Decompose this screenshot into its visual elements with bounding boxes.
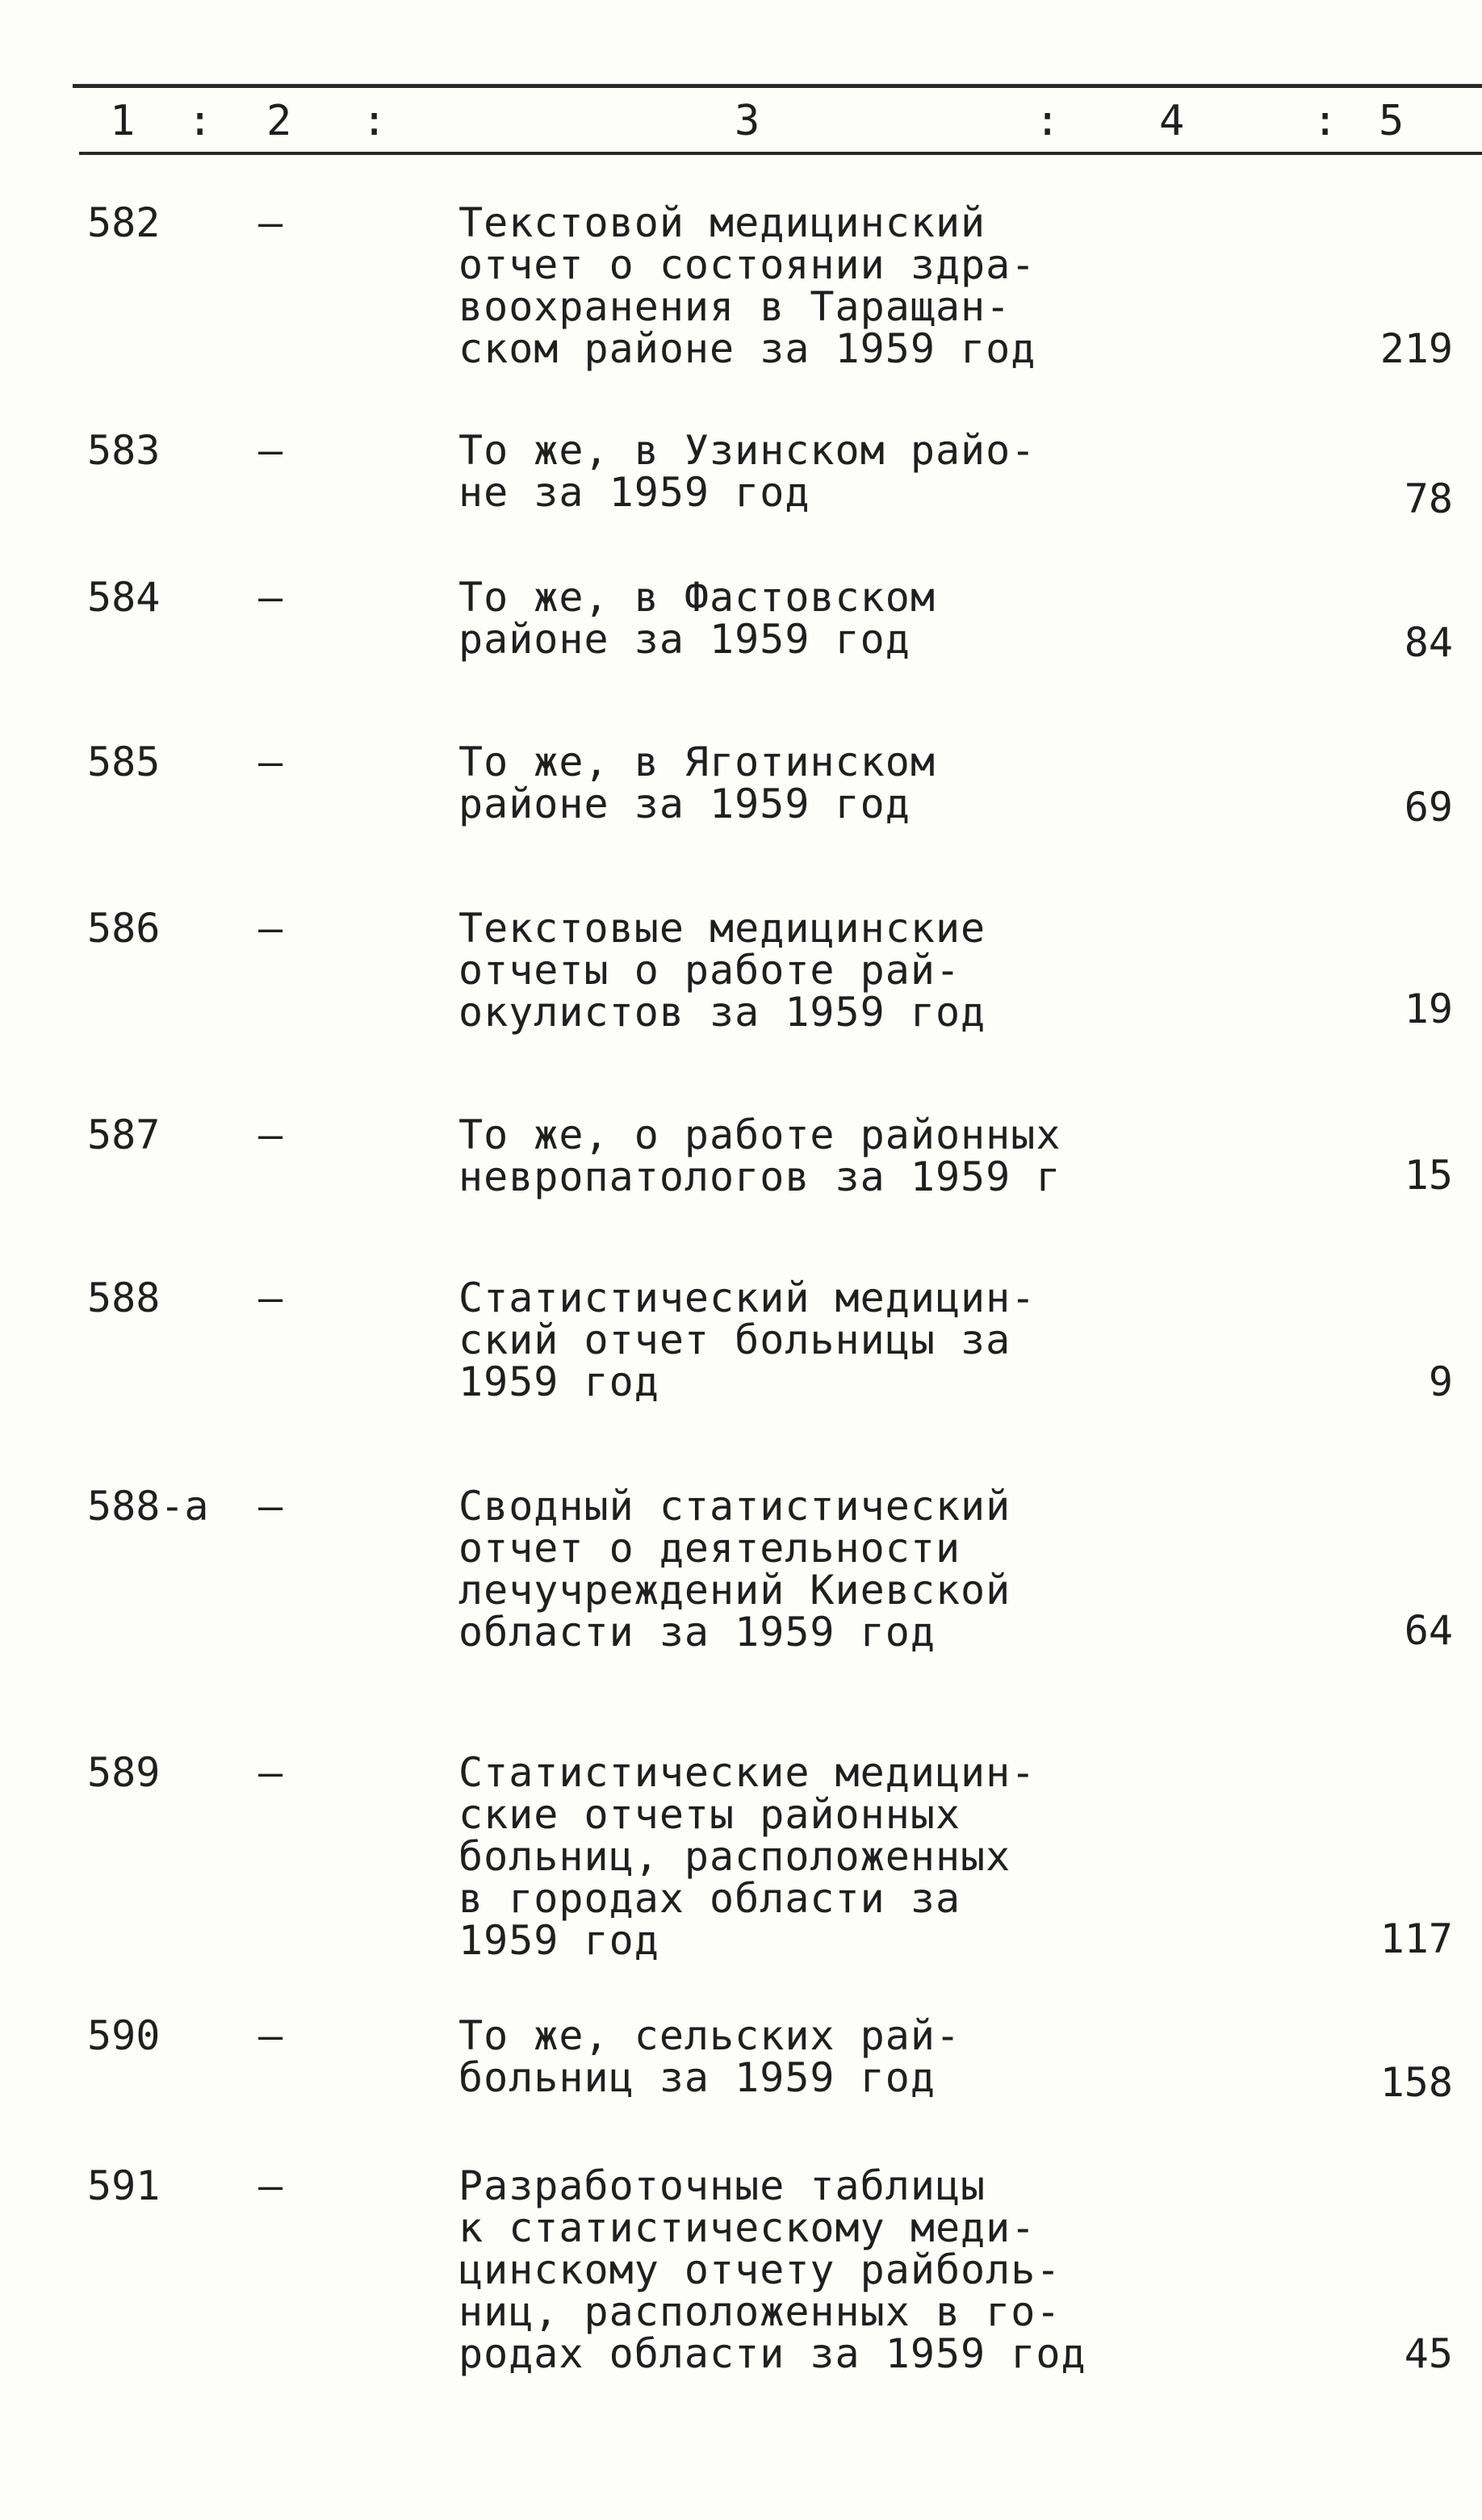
entry-sheet-count: 84 (1404, 619, 1453, 666)
entry-dash: – (258, 1483, 283, 1530)
entry-description (458, 574, 1346, 663)
table-header (0, 95, 1482, 147)
entry-sheet-count: 64 (1404, 1607, 1453, 1654)
header-col-1: 1 (110, 97, 136, 145)
description-line: Сводный статистический (458, 1483, 1011, 1530)
entry-sheet-count: 117 (1379, 1915, 1453, 1962)
header-separator: : (1035, 97, 1061, 145)
description-line: Текстовой медицинский (458, 199, 986, 246)
entry-description (458, 741, 1346, 825)
entry-dash: – (258, 1275, 283, 1321)
entry-description (458, 1483, 1346, 1656)
description-line: к статистическому меди- (458, 2204, 1036, 2251)
description-line: То же, в Яготинском (458, 739, 936, 785)
entry-number: 587 (87, 1111, 161, 1158)
description-line: лечучреждений Киевской (458, 1567, 1011, 1614)
description-line: отчеты о работе рай- (458, 947, 961, 994)
description-line: Разработочные таблицы (458, 2162, 986, 2209)
description-line: невропатологов за 1959 г (458, 1153, 1061, 1200)
entry-number: 582 (87, 199, 161, 246)
entry-number: 588-а (87, 1483, 209, 1530)
description-line: Статистический медицин- (458, 1275, 1036, 1321)
description-line: ском районе за 1959 год (458, 325, 1036, 372)
description-line: То же, о работе районных (458, 1111, 1061, 1158)
entry-dash: – (258, 427, 283, 474)
entry-dash: – (258, 2012, 283, 2059)
description-line: 1959 год (458, 1358, 659, 1405)
header-col-2: 2 (266, 97, 292, 145)
entry-sheet-count: 219 (1379, 325, 1453, 372)
description-line: Статистические медицин- (458, 1749, 1036, 1796)
entry-sheet-count: 19 (1404, 986, 1453, 1032)
entry-number: 586 (87, 905, 161, 952)
entry-dash: – (258, 574, 283, 621)
description-line: воохранения в Таращан- (458, 283, 1011, 330)
entry-description (458, 199, 1346, 372)
description-line: окулистов за 1959 год (458, 989, 986, 1036)
header-col-4: 4 (1159, 97, 1185, 145)
header-col-3: 3 (735, 97, 760, 145)
entry-number: 589 (87, 1749, 161, 1796)
description-line: То же, сельских рай- (458, 2012, 961, 2059)
description-line: больниц, расположенных (458, 1833, 1011, 1880)
entry-description (458, 2162, 1346, 2377)
table-top-rule (73, 84, 1482, 88)
description-line: ский отчет больницы за (458, 1317, 1011, 1363)
entry-sheet-count: 69 (1404, 784, 1453, 831)
description-line: цинскому отчету райболь- (458, 2246, 1061, 2293)
entry-number: 591 (87, 2162, 161, 2209)
entry-sheet-count: 158 (1379, 2059, 1453, 2106)
header-col-5: 5 (1379, 97, 1405, 145)
description-line: не за 1959 год (458, 469, 810, 516)
description-line: отчет о состоянии здра- (458, 241, 1036, 288)
entry-dash: – (258, 1111, 283, 1158)
description-line: районе за 1959 год (458, 781, 911, 827)
entry-number: 588 (87, 1275, 161, 1321)
description-line: Текстовые медицинские (458, 905, 986, 952)
entry-number: 590 (87, 2012, 161, 2059)
description-line: 1959 год (458, 1917, 659, 1964)
entry-description (458, 427, 1346, 516)
entry-description (458, 1111, 1346, 1200)
description-line: ские отчеты районных (458, 1791, 961, 1838)
description-line: То же, в Фастовском (458, 574, 936, 621)
header-separator: : (1312, 97, 1338, 145)
entry-dash: – (258, 905, 283, 952)
entry-sheet-count: 78 (1404, 475, 1453, 522)
description-line: То же, в Узинском райо- (458, 427, 1036, 474)
entry-sheet-count: 9 (1428, 1358, 1453, 1405)
description-line: в городах области за (458, 1875, 961, 1922)
entry-number: 584 (87, 574, 161, 621)
header-bottom-rule (79, 152, 1482, 155)
description-line: области за 1959 год (458, 1609, 936, 1656)
entry-description (458, 2012, 1346, 2101)
entry-dash: – (258, 1749, 283, 1796)
entry-sheet-count: 45 (1404, 2330, 1453, 2377)
entry-number: 583 (87, 427, 161, 474)
entry-description (458, 905, 1346, 1036)
entry-description (458, 1749, 1346, 1964)
description-line: районе за 1959 год (458, 616, 911, 663)
description-line: больниц за 1959 год (458, 2054, 936, 2101)
description-line: отчет о деятельности (458, 1525, 961, 1572)
entry-description (458, 1277, 1346, 1403)
description-line: ниц, расположенных в го- (458, 2288, 1061, 2335)
entry-sheet-count: 15 (1404, 1152, 1453, 1199)
entry-number: 585 (87, 739, 161, 785)
header-separator: : (362, 97, 387, 145)
description-line: родах области за 1959 год (458, 2330, 1086, 2377)
entry-dash: – (258, 739, 283, 785)
entry-dash: – (258, 199, 283, 246)
header-separator: : (187, 97, 213, 145)
entry-dash: – (258, 2162, 283, 2209)
